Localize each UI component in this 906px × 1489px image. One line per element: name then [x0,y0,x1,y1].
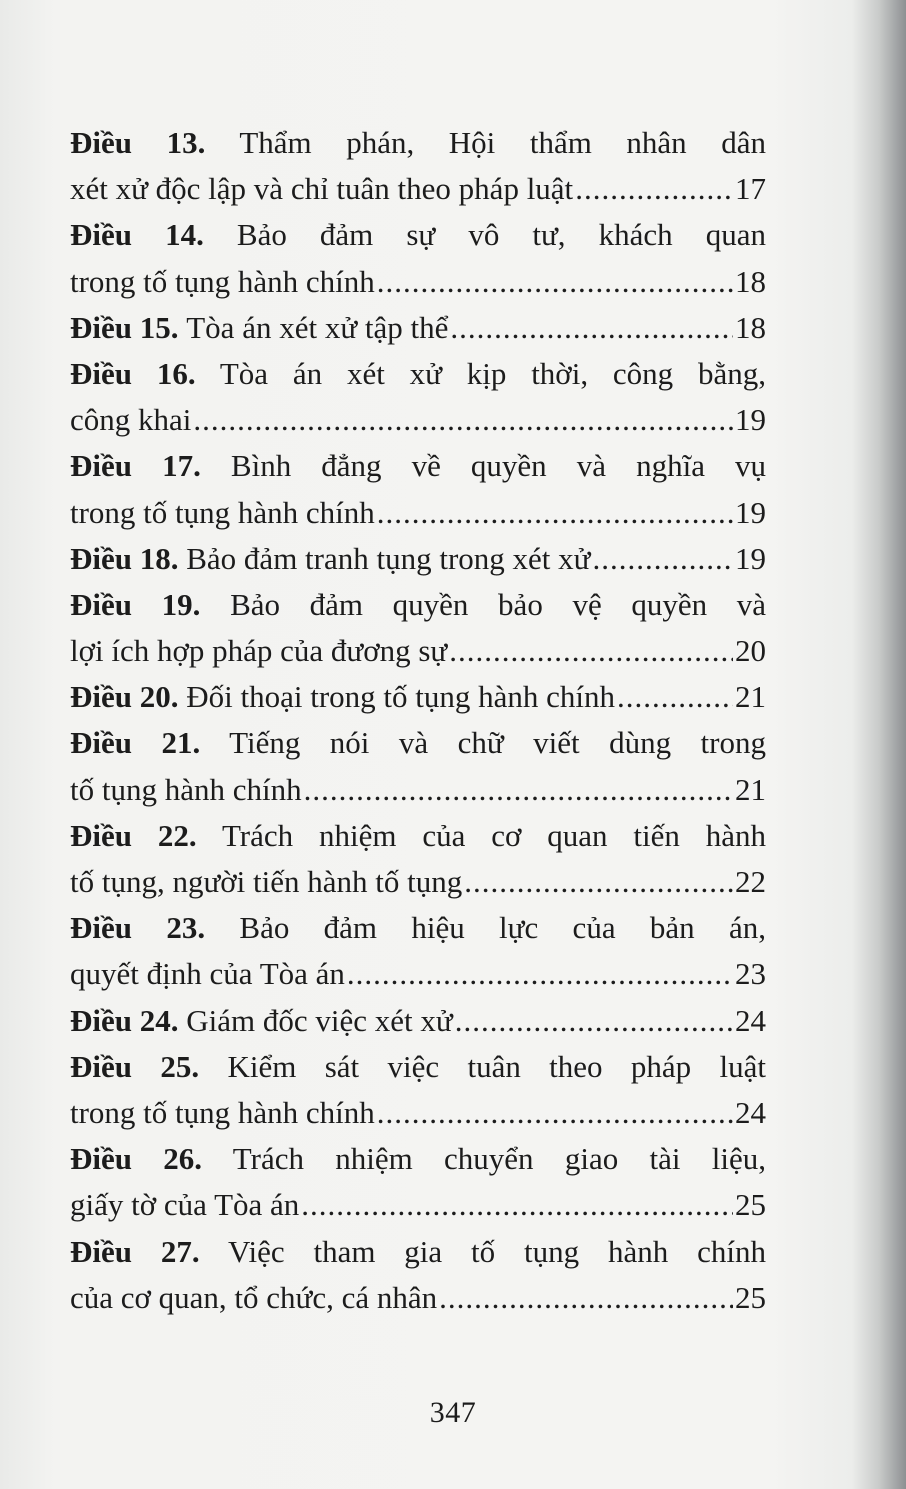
article-title: lợi ích hợp pháp của đương sự [70,633,448,669]
page-number: 347 [429,1396,477,1429]
article-label: Điều 27. [70,1233,200,1269]
toc-line [70,720,766,766]
page-ref: 19 [735,402,766,438]
dot-leader [592,536,733,582]
toc-line [70,859,766,905]
article-label: Điều 19. [70,586,201,622]
article-label: Điều 23. [70,910,206,946]
toc-entry-dieu-27 [70,1229,766,1321]
toc-line [70,443,766,489]
article-label: Điều 20. [70,679,179,715]
article-title: Trách nhiệm của cơ quan tiến hành [221,817,766,853]
article-title: xét xử độc lập và chỉ tuân theo pháp luật [70,171,574,207]
dot-leader [304,767,733,813]
toc-line [70,1182,766,1228]
page-ref: 25 [735,1187,766,1223]
toc-entry-dieu-13 [70,120,766,212]
toc-entry-dieu-26 [70,1136,766,1228]
article-title: trong tố tụng hành chính [70,1094,375,1130]
article-title: tố tụng hành chính [70,771,302,807]
dot-leader [377,259,733,305]
toc-line [70,1229,766,1275]
page-ref: 19 [735,494,766,530]
toc-entry-dieu-16 [70,351,766,443]
article-title: Bảo đảm sự vô tư, khách quan [236,217,766,253]
toc-entry-dieu-23 [70,905,766,997]
toc-line [70,951,766,997]
toc-line [70,490,766,536]
article-title: Kiểm sát việc tuân theo pháp luật [227,1048,766,1084]
article-label: Điều 21. [70,725,201,761]
article-title: Việc tham gia tố tụng hành chính [227,1233,766,1269]
page-ref: 23 [735,956,766,992]
article-title: Giám đốc việc xét xử [186,1002,453,1038]
article-title: trong tố tụng hành chính [70,494,375,530]
page-ref: 19 [735,540,766,576]
article-label: Điều 13. [70,125,206,160]
article-title: quyết định của Tòa án [70,956,345,992]
article-title: Bảo đảm hiệu lực của bản án, [239,910,766,946]
toc-entry-dieu-20 [70,674,766,720]
dot-leader [450,305,733,351]
dot-leader [439,1275,733,1321]
article-title: Đối thoại trong tố tụng hành chính [186,679,616,715]
page-ref: 20 [735,633,766,669]
article-label: Điều 24. [70,1002,179,1038]
toc-line [70,1275,766,1321]
toc-line [70,813,766,859]
table-of-contents [70,120,766,1321]
article-title: trong tố tụng hành chính [70,263,375,299]
dot-leader [377,490,733,536]
article-title: Bảo đảm tranh tụng trong xét xử [186,540,591,576]
article-title: công khai [70,402,192,438]
page-ref: 17 [735,171,766,207]
dot-leader [464,859,733,905]
dot-leader [455,998,733,1044]
dot-leader [575,166,733,212]
article-label: Điều 16. [70,355,196,391]
toc-entry-dieu-19 [70,582,766,674]
dot-leader [301,1182,733,1228]
toc-line [70,397,766,443]
toc-entry-dieu-15 [70,305,766,351]
toc-line [70,1090,766,1136]
page-ref: 24 [735,1094,766,1130]
page-ref: 21 [735,679,766,715]
page-ref: 25 [735,1279,766,1315]
toc-line [70,998,766,1044]
dot-leader [347,951,733,997]
article-title: giấy tờ của Tòa án [70,1187,300,1223]
toc-entry-dieu-24 [70,998,766,1044]
toc-line [70,351,766,397]
toc-line [70,305,766,351]
toc-line [70,628,766,674]
toc-entry-dieu-25 [70,1044,766,1136]
article-title: Tòa án xét xử tập thể [186,309,449,345]
toc-entry-dieu-14 [70,212,766,304]
page-ref: 21 [735,771,766,807]
article-title: Tòa án xét xử kịp thời, công bằng, [219,355,766,391]
article-label: Điều 26. [70,1141,203,1177]
toc-line [70,536,766,582]
article-label: Điều 22. [70,817,197,853]
article-title: Trách nhiệm chuyển giao tài liệu, [232,1141,766,1177]
article-title: của cơ quan, tổ chức, cá nhân [70,1279,438,1315]
page-ref: 18 [735,263,766,299]
dot-leader [377,1090,733,1136]
toc-entry-dieu-21 [70,720,766,812]
article-title: Thẩm phán, Hội thẩm nhân dân [239,125,766,160]
article-label: Điều 15. [70,309,179,345]
article-title: tố tụng, người tiến hành tố tụng [70,864,463,899]
article-label: Điều 14. [70,217,204,253]
page-ref: 24 [735,1002,766,1038]
dot-leader [193,397,733,443]
toc-line [70,674,766,720]
dot-leader [449,628,733,674]
article-title: Bảo đảm quyền bảo vệ quyền và [230,586,766,622]
toc-entry-dieu-18 [70,536,766,582]
article-title: Tiếng nói và chữ viết dùng trong [229,725,766,761]
toc-line [70,212,766,258]
toc-entry-dieu-17 [70,443,766,535]
toc-line [70,767,766,813]
article-title: Bình đẳng về quyền và nghĩa vụ [230,448,766,484]
toc-line [70,259,766,305]
toc-line [70,1136,766,1182]
toc-line [70,120,766,166]
dot-leader [617,674,733,720]
toc-line [70,582,766,628]
article-label: Điều 25. [70,1048,200,1084]
toc-line [70,1044,766,1090]
article-label: Điều 18. [70,540,179,576]
toc-entry-dieu-22 [70,813,766,905]
article-label: Điều 17. [70,448,201,484]
page-ref: 22 [735,864,766,899]
page-ref: 18 [735,309,766,345]
toc-line [70,166,766,212]
toc-line [70,905,766,951]
